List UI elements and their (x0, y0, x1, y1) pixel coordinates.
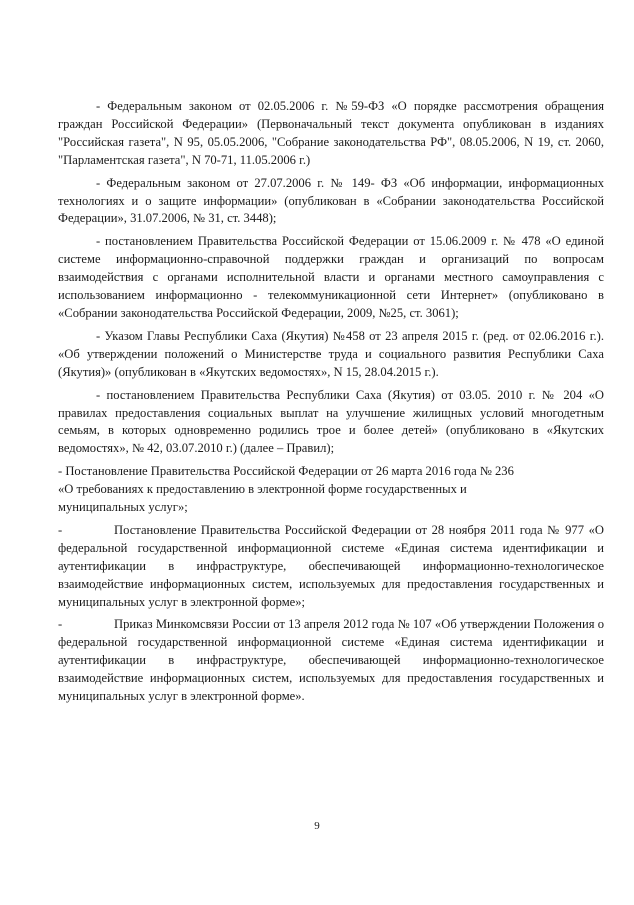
line-decree-236-title: «О требованиях к предоставлению в электронной форме государственных и (58, 482, 467, 497)
paragraph-decree-977 (58, 522, 604, 612)
line-decree-236-title-end: муниципальных услуг»; (58, 500, 188, 515)
paragraph-decree-458: - Указом Главы Республики Саха (Якутия) №458 от 23 апреля 2015 г. (ред. от 02.06.2016 г.). «Об утверждении положений о Министерстве труда и социального развития Республики Саха (Якутия)» (опубликован в «Якутских ведомостях», N 15, 28.04.2015 г.). (58, 328, 604, 379)
paragraph-federal-law-59: - Федеральным законом от 02.05.2006 г. №59-ФЗ «О порядке рассмотрения обращения граждан Российской Федерации» (Первоначальный текст документа опубликован в изданиях "Российская газета", N 95, 05.05.2006, "Собрание законодательства РФ", 08.05.2006, N 19, ст. 2060, "Парламентская газета", N 70-71, 11.05.2006 г.) (58, 99, 604, 167)
paragraph-decree-977-text: Постановление Правительства Российской Федерации от 28 ноября 2011 года № 977 «О федеральной государственной информационной системе «Единая система идентификации и аутентификации в инфраструктуре, обеспечивающей информационно-технологическое взаимодействие информационных систем, используемых для предоставления государственных и муниципальных услуг в электронной форме»; (58, 522, 604, 609)
paragraph-decree-204: - постановлением Правительства Республики Саха (Якутия) от 03.05. 2010 г. № 204 «О правилах предоставления социальных выплат на улучшение жилищных условий многодетным семьям, в которых одновременно родились трое и более детей» (опубликовано в «Якутских ведомостях», № 42, 03.07.2010 г.) (далее – Правил); (58, 387, 604, 456)
line-decree-236: - Постановление Правительства Российской Федерации от 26 марта 2016 года № 236 (58, 464, 514, 479)
paragraph-government-decree-478: - постановлением Правительства Российской Федерации от 15.06.2009 г. № 478 «О единой системе информационно-справочной поддержки граждан и организаций по вопросам взаимодействия с органами исполнительной власти и органами местного самоуправления с использованием информационно - телекоммуникационной сети Интернет» (опубликовано в «Собрании законодательства Российской Федерации, 2009, №25, ст. 3061); (58, 234, 604, 320)
paragraph-federal-law-149: - Федеральным законом от 27.07.2006 г. № 149- ФЗ «Об информации, информационных технологиях и о защите информации» (опубликован в «Собрании законодательства Российской Федерации», 31.07.2006, № 31, ст. 3448); (58, 175, 604, 226)
document-body (58, 98, 604, 711)
dash-mark: - (58, 617, 63, 632)
paragraph-order-107 (58, 616, 604, 706)
page-number: 9 (314, 820, 320, 832)
dash-mark: - (58, 522, 63, 537)
paragraph-order-107-text: Приказ Минкомсвязи России от 13 апреля 2012 года № 107 «Об утверждении Положения о федеральной государственной информационной системе «Единая система идентификации и аутентификации в инфраструктуре, обеспечивающей информационно-технологическое взаимодействие информационных систем, используемых для предоставления государственных и муниципальных услуг в электронной форме». (58, 617, 604, 704)
